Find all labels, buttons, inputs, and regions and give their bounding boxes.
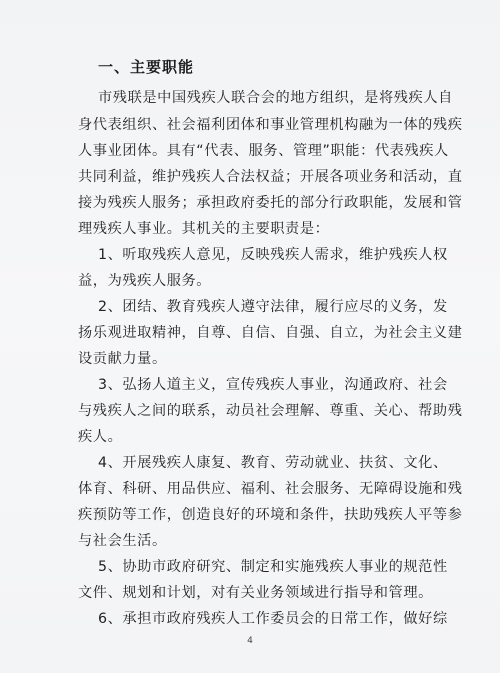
paragraph-line: 3、弘扬人道主义，宣传残疾人事业，沟通政府、社会 <box>98 377 448 393</box>
paragraph-line: 与残疾人之间的联系，动员社会理解、尊重、关心、帮助残 <box>78 403 463 419</box>
paragraph-line: 文件、规划和计划，对有关业务领域进行指导和管理。 <box>78 585 433 601</box>
paragraph-line: 体育、科研、用品供应、福利、社会服务、无障碍设施和残 <box>78 481 463 497</box>
paragraph-line: 5、协助市政府研究、制定和实施残疾人事业的规范性 <box>98 559 448 575</box>
paragraph-line: 6、承担市政府残疾人工作委员会的日常工作，做好综 <box>98 611 448 627</box>
paragraph-line: 身代表组织、社会福利团体和事业管理机构融为一体的残疾 <box>78 117 463 133</box>
paragraph-line: 扬乐观进取精神，自尊、自信、自强、自立，为社会主义建 <box>78 325 463 341</box>
paragraph-line: 共同利益，维护残疾人合法权益；开展各项业务和活动，直 <box>78 169 463 185</box>
paragraph-line: 理残疾人事业。其机关的主要职责是： <box>78 221 330 237</box>
paragraph-line: 1、听取残疾人意见，反映残疾人需求，维护残疾人权 <box>98 247 448 263</box>
paragraph-line: 设贡献力量。 <box>78 351 167 367</box>
paragraph-line: 人事业团体。具有“代表、服务、管理”职能：代表残疾人 <box>78 143 449 159</box>
page-number: 4 <box>247 636 253 646</box>
paragraph-line: 与社会生活。 <box>78 533 167 549</box>
paragraph-line: 市残联是中国残疾人联合会的地方组织，是将残疾人自 <box>98 90 453 106</box>
paragraph-line: 4、开展残疾人康复、教育、劳动就业、扶贫、文化、 <box>98 455 448 471</box>
paragraph-line: 接为残疾人服务；承担政府委托的部分行政职能，发展和管 <box>78 195 463 211</box>
section-heading: 一、主要职能 <box>98 58 195 76</box>
paragraph-line: 2、团结、教育残疾人遵守法律，履行应尽的义务，发 <box>98 299 448 315</box>
paragraph-line: 疾预防等工作，创造良好的环境和条件，扶助残疾人平等参 <box>78 507 463 523</box>
paragraph-line: 疾人。 <box>78 429 123 445</box>
paragraph-line: 益，为残疾人服务。 <box>78 273 212 289</box>
